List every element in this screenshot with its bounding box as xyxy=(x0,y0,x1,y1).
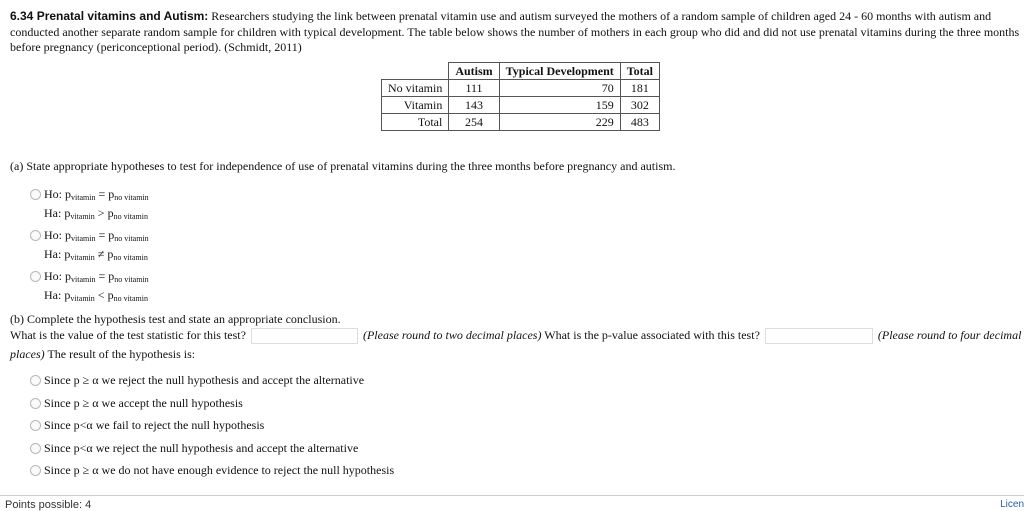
hypothesis-option-1[interactable] xyxy=(30,186,149,225)
row-label: Total xyxy=(382,114,449,131)
round-note-four: (Please round to four decimal xyxy=(877,328,1022,342)
hypothesis-text: Ho: $p_{vitamin} = p_{no vitamin}$ Ha: $p_{vitamin} > p_{no vitamin}$ xyxy=(44,187,149,221)
cell-autism: 111 xyxy=(449,80,499,97)
radio-button[interactable] xyxy=(30,398,41,409)
conclusion-text: Since p ≥ α we do not have enough evidence to reject the null hypothesis xyxy=(44,463,395,477)
round-note-two: (Please round to two decimal places) xyxy=(362,328,542,342)
conclusion-text: Since p ≥ α we reject the null hypothesis and accept the alternative xyxy=(44,373,365,387)
row-label: Vitamin xyxy=(382,97,449,114)
problem-title: 6.34 Prenatal vitamins and Autism: xyxy=(10,9,209,23)
table-corner xyxy=(382,63,449,80)
problem-text: Researchers studying the link between prenatal vitamin use and autism surveyed the mothers of a random sample of children aged 24 - 60 months with autism and conducted another separate random sample for children with typical development. The table below shows the number of mothers in each group who did and did not use prenatal vitamins during the three months before pregnancy (periconceptional period). (Schmidt, 2011) xyxy=(10,9,1020,54)
contingency-table xyxy=(381,62,660,131)
hypothesis-text: Ho: $p_{vitamin} = p_{no vitamin}$ Ha: $p_{vitamin} < p_{no vitamin}$ xyxy=(44,269,149,303)
radio-button[interactable] xyxy=(30,375,41,386)
points-possible: Points possible: 4 xyxy=(5,499,92,511)
p-value-input[interactable] xyxy=(765,328,873,344)
conclusion-option-5[interactable] xyxy=(30,463,394,478)
cell-total: 483 xyxy=(620,114,659,131)
conclusion-text: Since p<α we fail to reject the null hypothesis xyxy=(44,418,265,432)
cell-typical: 229 xyxy=(499,114,620,131)
radio-button[interactable] xyxy=(30,443,41,454)
footer-divider xyxy=(0,495,1024,496)
radio-button[interactable] xyxy=(30,189,41,200)
table-row xyxy=(382,80,660,97)
cell-typical: 159 xyxy=(499,97,620,114)
result-question: The result of the hypothesis is: xyxy=(47,347,196,361)
header-typical: Typical Development xyxy=(499,63,620,80)
part-b-questions xyxy=(10,328,1021,344)
header-total: Total xyxy=(620,63,659,80)
cell-autism: 254 xyxy=(449,114,499,131)
conclusion-option-2[interactable] xyxy=(30,396,243,411)
hypothesis-option-2[interactable] xyxy=(30,227,149,266)
hypothesis-option-3[interactable] xyxy=(30,268,149,307)
part-b-heading: (b) Complete the hypothesis test and state an appropriate conclusion. xyxy=(10,312,341,326)
radio-button[interactable] xyxy=(30,465,41,476)
cell-autism: 143 xyxy=(449,97,499,114)
part-a-question: (a) State appropriate hypotheses to test for independence of use of prenatal vitamins during the three months before pregnancy and autism. xyxy=(10,159,676,173)
license-link[interactable]: Licen xyxy=(1000,499,1024,510)
test-statistic-input[interactable] xyxy=(251,328,358,344)
radio-button[interactable] xyxy=(30,230,41,241)
cell-typical: 70 xyxy=(499,80,620,97)
hypothesis-text: Ho: $p_{vitamin} = p_{no vitamin}$ Ha: $p_{vitamin} \ne p_{no vitamin}$ xyxy=(44,228,149,262)
radio-button[interactable] xyxy=(30,420,41,431)
table-header-row xyxy=(382,63,660,80)
test-statistic-question: What is the value of the test statistic for this test? xyxy=(10,328,246,342)
p-value-question: What is the p-value associated with this test? xyxy=(544,328,760,342)
cell-total: 302 xyxy=(620,97,659,114)
conclusion-option-4[interactable] xyxy=(30,441,358,456)
part-b-line-3 xyxy=(10,347,195,362)
conclusion-text: Since p ≥ α we accept the null hypothesis xyxy=(44,396,243,410)
table-row xyxy=(382,114,660,131)
round-note-four-cont: places) xyxy=(10,347,45,361)
cell-total: 181 xyxy=(620,80,659,97)
conclusion-option-3[interactable] xyxy=(30,418,264,433)
problem-statement xyxy=(10,9,1020,56)
radio-button[interactable] xyxy=(30,271,41,282)
row-label: No vitamin xyxy=(382,80,449,97)
conclusion-option-1[interactable] xyxy=(30,373,364,388)
table-row xyxy=(382,97,660,114)
header-autism: Autism xyxy=(449,63,499,80)
conclusion-text: Since p<α we reject the null hypothesis and accept the alternative xyxy=(44,441,359,455)
